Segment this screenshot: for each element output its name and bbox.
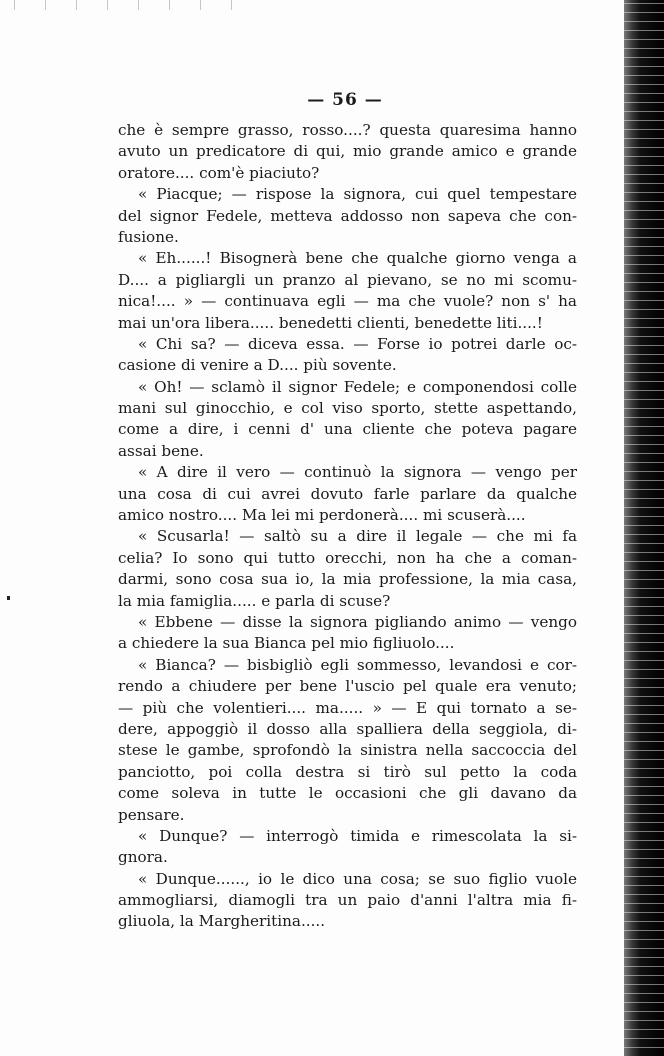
- text-line: « Eh......! Bisognerà bene che qualche giorno venga a: [138, 249, 577, 268]
- text-line: « A dire il vero — continuò la signora — vengo per: [138, 463, 577, 482]
- scan-specks: [0, 0, 240, 10]
- text-line: oratore.... com'è piaciuto?: [118, 163, 320, 182]
- margin-speck: [7, 596, 10, 600]
- text-line: « Dunque? — interrogò timida e rimescolata la si-: [138, 826, 577, 845]
- text-line: che è sempre grasso, rosso....? questa quaresima hanno: [118, 121, 577, 139]
- page-edge-shadow: [624, 0, 664, 1056]
- text-line: fusione.: [118, 227, 179, 246]
- text-line: « Bianca? — bisbigliò egli sommesso, levandosi e cor-: [138, 655, 577, 674]
- text-line: come a dire, i cenni d' una cliente che poteva pagare: [118, 420, 577, 439]
- text-line: « Oh! — sclamò il signor Fedele; e componendosi colle: [138, 377, 577, 396]
- text-line: panciotto, poi colla destra si tirò sul petto la coda: [118, 762, 577, 781]
- text-line: mani sul ginocchio, e col viso sporto, stette aspettando,: [118, 399, 577, 418]
- text-line: « Chi sa? — diceva essa. — Forse io potrei darle oc-: [138, 334, 577, 353]
- text-line: « Piacque; — rispose la signora, cui quel tempestare: [138, 185, 577, 204]
- text-line: D.... a pigliargli un pranzo al pievano, se no mi scomu-: [118, 270, 577, 289]
- text-line: gnora.: [118, 848, 168, 867]
- text-line: una cosa di cui avrei dovuto farle parlare da qualche: [118, 484, 577, 503]
- text-line: « Ebbene — disse la signora pigliando animo — vengo: [138, 612, 577, 631]
- text-line: rendo a chiudere per bene l'uscio pel quale era venuto;: [118, 677, 577, 696]
- text-line: gliuola, la Margheritina.....: [118, 912, 326, 931]
- text-line: dere, appoggiò il dosso alla spalliera della seggiola, di-: [118, 719, 577, 738]
- text-line: mai un'ora libera..... benedetti clienti, benedette liti....!: [118, 313, 543, 332]
- text-line: a chiedere la sua Bianca pel mio figliuolo....: [118, 634, 455, 653]
- text-line: del signor Fedele, metteva addosso non sapeva che con-: [118, 206, 577, 225]
- text-line: come soleva in tutte le occasioni che gli davano da: [118, 784, 577, 803]
- text-line: « Scusarla! — saltò su a dire il legale — che mi fa: [138, 527, 577, 546]
- text-line: amico nostro.... Ma lei mi perdonerà.... mi scuserà....: [118, 506, 526, 525]
- text-line: nica!.... » — continuava egli — ma che vuole? non s' ha: [118, 292, 577, 311]
- page-number: — 56 —: [307, 90, 383, 110]
- text-line: — più che volentieri.... ma..... » — E qui tornato a se-: [118, 698, 577, 717]
- text-line: stese le gambe, sprofondò la sinistra nella saccoccia del: [118, 741, 577, 760]
- text-line: darmi, sono cosa sua io, la mia professione, la mia casa,: [118, 570, 577, 589]
- text-line: casione di venire a D.... più sovente.: [118, 356, 397, 375]
- text-line: celia? Io sono qui tutto orecchi, non ha che a coman-: [118, 548, 577, 567]
- text-line: la mia famiglia..... e parla di scuse?: [118, 591, 391, 610]
- text-line: pensare.: [118, 805, 185, 824]
- text-line: assai bene.: [118, 441, 204, 460]
- text-line: avuto un predicatore di qui, mio grande amico e grande: [118, 142, 577, 161]
- body-text: [118, 120, 577, 933]
- text-line: ammogliarsi, diamogli tra un paio d'anni l'altra mia fi-: [118, 891, 577, 910]
- text-line: « Dunque......, io le dico una cosa; se suo figlio vuole: [138, 869, 577, 888]
